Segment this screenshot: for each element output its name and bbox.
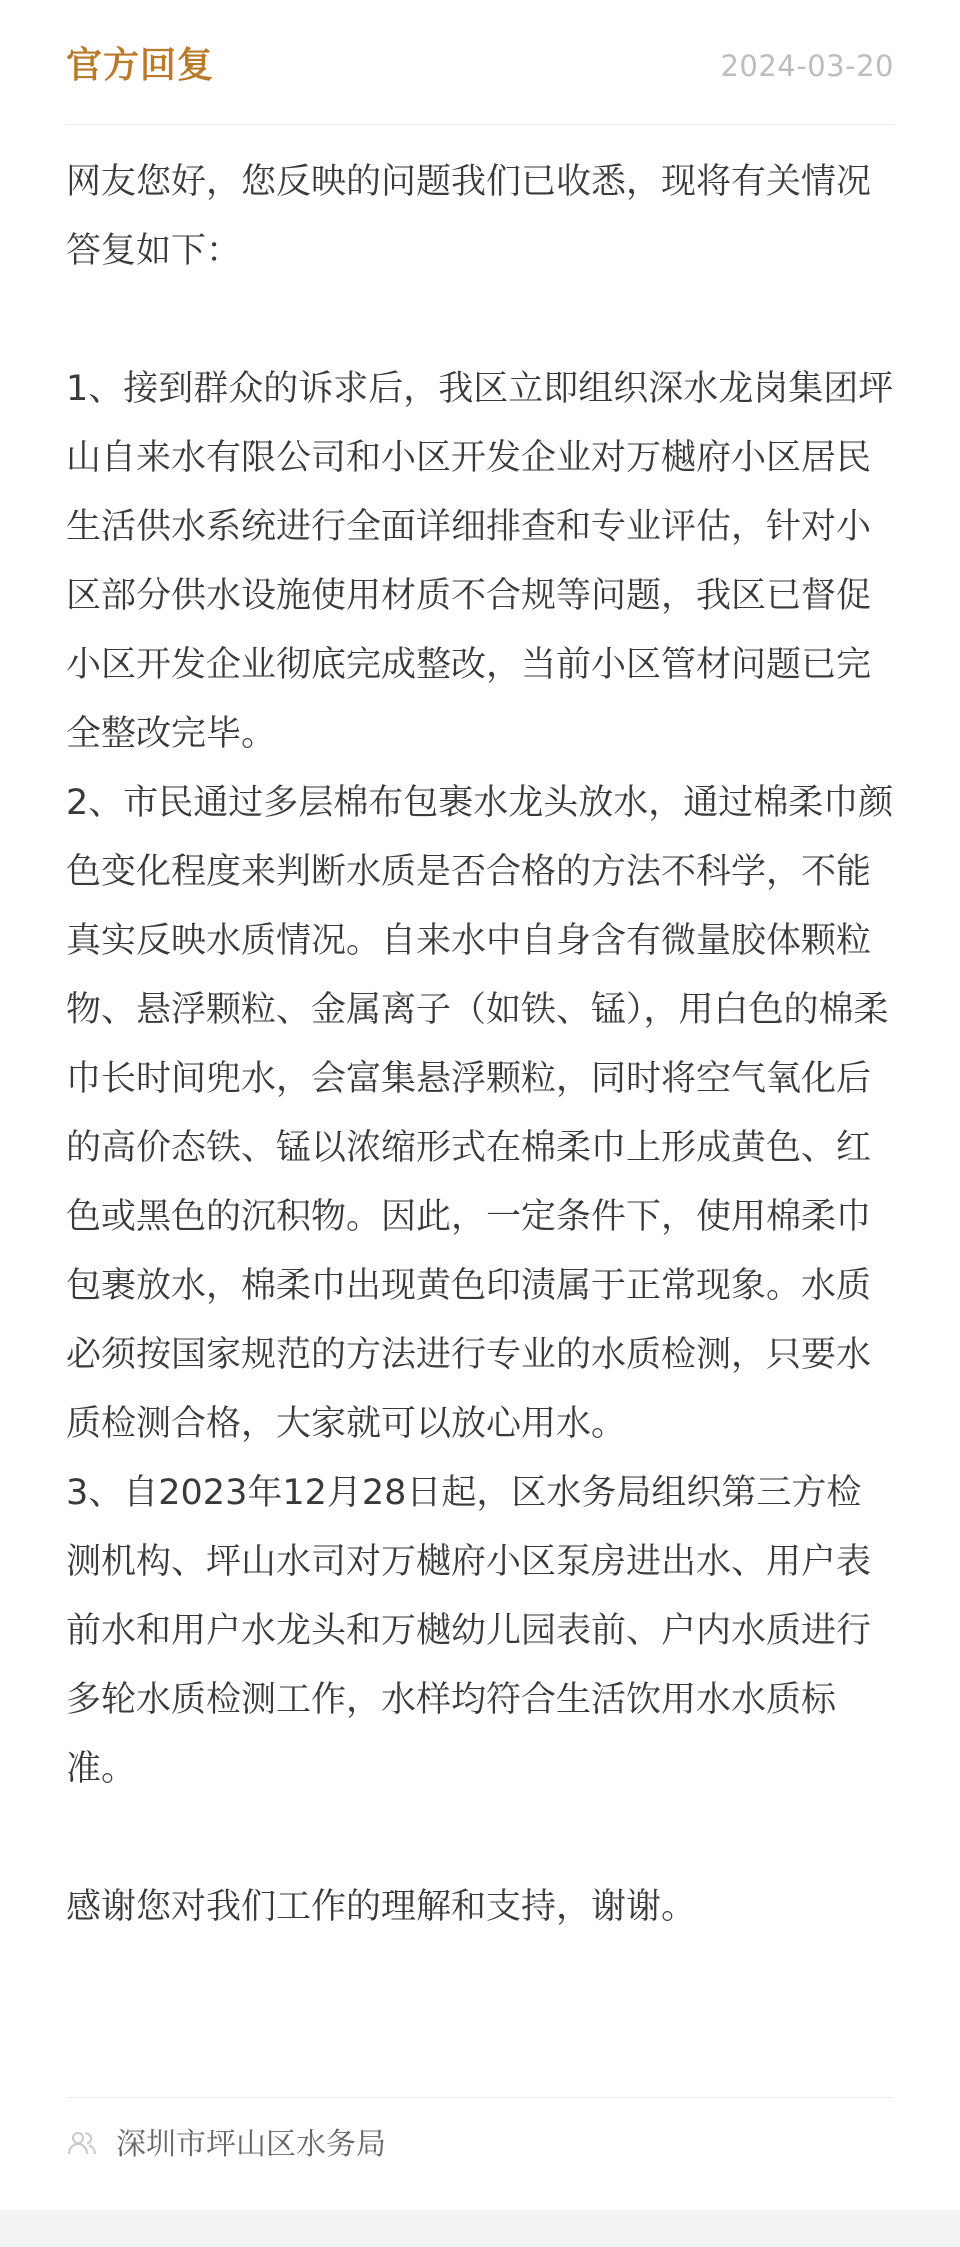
paragraph-gap bbox=[66, 286, 896, 355]
reply-header bbox=[66, 0, 894, 125]
user-group-icon bbox=[66, 2128, 98, 2160]
organization-name: 深圳市坪山区水务局 bbox=[116, 2127, 386, 2162]
bottom-background-strip bbox=[0, 2210, 960, 2247]
reply-point-1: 1、接到群众的诉求后，我区立即组织深水龙岗集团坪山自来水有限公司和小区开发企业对万樾府小区居民生活供水系统进行全面详细排查和专业评估，针对小区部分供水设施使用材质不合规等问题，我区已督促小区开发企业彻底完成整改，当前小区管材问题已完全整改完毕。 bbox=[66, 369, 894, 754]
paragraph-gap bbox=[66, 1804, 896, 1873]
reply-title: 官方回复 bbox=[66, 45, 215, 86]
reply-point-3: 3、自2023年12月28日起，区水务局组织第三方检测机构、坪山水司对万樾府小区泵房进出水、用户表前水和用户水龙头和万樾幼儿园表前、户内水质进行多轮水质检测工作，水样均符合生活饮用水水质标准。 bbox=[66, 1473, 872, 1789]
reply-point-2: 2、市民通过多层棉布包裹水龙头放水，通过棉柔巾颜色变化程度来判断水质是否合格的方法不科学，不能真实反映水质情况。自来水中自身含有微量胶体颗粒物、悬浮颗粒、金属离子（如铁、锰），用白色的棉柔巾长时间兜水，会富集悬浮颗粒，同时将空气氧化后的高价态铁、锰以浓缩形式在棉柔巾上形成黄色、红色或黑色的沉积物。因此，一定条件下，使用棉柔巾包裹放水，棉柔巾出现黄色印渍属于正常现象。水质必须按国家规范的方法进行专业的水质检测，只要水质检测合格，大家就可以放心用水。 bbox=[66, 783, 894, 1444]
reply-closing: 感谢您对我们工作的理解和支持，谢谢。 bbox=[66, 1887, 697, 1927]
reply-content bbox=[66, 148, 896, 1942]
reply-footer bbox=[66, 2097, 894, 2203]
reply-greeting: 网友您好，您反映的问题我们已收悉，现将有关情况答复如下： bbox=[66, 162, 872, 271]
reply-date: 2024-03-20 bbox=[720, 49, 894, 83]
